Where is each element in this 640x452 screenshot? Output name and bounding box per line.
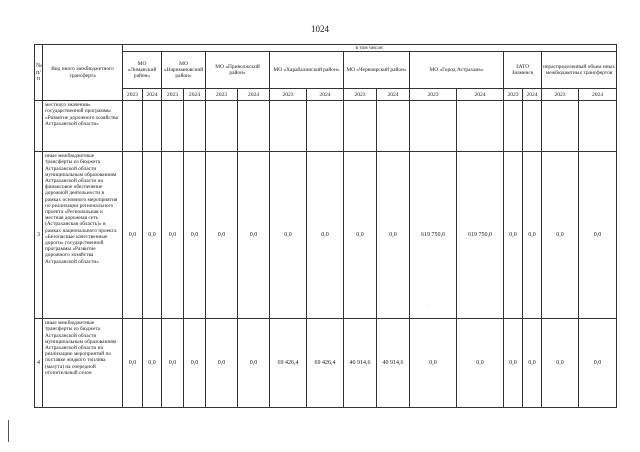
- value-cell: 0,0: [542, 152, 579, 319]
- value-cell: 0,0: [206, 319, 238, 408]
- value-cell: [206, 101, 238, 152]
- value-cell: 0,0: [523, 319, 542, 408]
- year-header: 2023: [504, 89, 523, 101]
- year-header: 2024: [184, 89, 206, 101]
- value-cell: [123, 101, 143, 152]
- value-cell: 69 426,4: [307, 319, 344, 408]
- value-cell: 0,0: [143, 319, 162, 408]
- value-cell: 0,0: [162, 152, 184, 319]
- value-cell: 0,0: [123, 319, 143, 408]
- year-header: 2024: [457, 89, 504, 101]
- value-cell: [523, 101, 542, 152]
- table-row: [35, 319, 617, 408]
- table-body: [35, 101, 617, 408]
- district-column-header: МО «Харабалинский район»: [270, 52, 344, 89]
- year-header: 2023: [123, 89, 143, 101]
- value-cell: 0,0: [344, 152, 377, 319]
- value-cell: 69 426,4: [270, 319, 307, 408]
- value-cell: [542, 101, 579, 152]
- value-cell: [270, 101, 307, 152]
- district-column-header: ЗАТО Знаменск: [504, 52, 542, 89]
- value-cell: [143, 101, 162, 152]
- district-column-header: МО «Приволжский район»: [206, 52, 270, 89]
- value-cell: [344, 101, 377, 152]
- page-number: 1024: [311, 24, 329, 34]
- value-cell: 0,0: [523, 152, 542, 319]
- year-header: 2023: [206, 89, 238, 101]
- value-cell: 0,0: [579, 319, 617, 408]
- district-column-header: МО «Лиманский район»: [123, 52, 162, 89]
- transfers-table: [34, 44, 617, 408]
- value-cell: 0,0: [307, 152, 344, 319]
- scan-edge-mark: [8, 420, 9, 442]
- year-header: 2024: [143, 89, 162, 101]
- value-cell: 0,0: [410, 319, 457, 408]
- year-header: 2023: [542, 89, 579, 101]
- year-header: 2023: [162, 89, 184, 101]
- row-number: 4: [35, 319, 43, 408]
- year-header: 2024: [579, 89, 617, 101]
- value-cell: [184, 101, 206, 152]
- value-cell: 0,0: [504, 319, 523, 408]
- transfer-description: иные межбюджетные трансферты из бюджета Астраханской области муниципальным образованиям Астраханской области на финансовое обеспечение дорожной деятельности в рамках основного мероприятия по реализации регионального проекта «Региональная и местная дорожная сеть (Астраханская область)» в рамках национального проекта «Безопасные качественные дороги» государственной программы «Развитие дорожного хозяйства Астраханской области»: [43, 152, 123, 319]
- row-number: [35, 101, 43, 152]
- value-cell: [457, 101, 504, 152]
- columns-header-row: [35, 52, 617, 89]
- value-cell: [307, 101, 344, 152]
- district-column-header: МО «Наримановский район»: [162, 52, 206, 89]
- value-cell: [504, 101, 523, 152]
- value-cell: 40 914,6: [377, 319, 410, 408]
- value-cell: 0,0: [143, 152, 162, 319]
- table-row: [35, 101, 617, 152]
- district-column-header: МО «Город Астрахань»: [410, 52, 504, 89]
- value-cell: 0,0: [184, 152, 206, 319]
- value-cell: 0,0: [542, 319, 579, 408]
- row-number: 3: [35, 152, 43, 319]
- year-header: 2024: [307, 89, 344, 101]
- scan-mark: ·: [428, 304, 430, 310]
- transfers-table-wrapper: [34, 44, 617, 408]
- value-cell: 619 750,0: [410, 152, 457, 319]
- value-cell: [377, 101, 410, 152]
- transfer-description: местного значения» государственной программы «Развитие дорожного хозяйства Астраханской области»: [43, 101, 123, 152]
- value-cell: 0,0: [206, 152, 238, 319]
- value-cell: 0,0: [457, 319, 504, 408]
- value-cell: 0,0: [238, 152, 270, 319]
- year-header: 2023: [344, 89, 377, 101]
- value-cell: 0,0: [123, 152, 143, 319]
- value-cell: 0,0: [162, 319, 184, 408]
- transfer-description: иные межбюджетные трансферты из бюджета Астраханской области муниципальным образованиям Астраханской области на реализацию мероприятий по поставке жидкого топлива (мазута) на очередной отопительный сезон: [43, 319, 123, 408]
- rownum-header: № п/п: [35, 45, 43, 101]
- year-header: 2024: [523, 89, 542, 101]
- value-cell: 0,0: [238, 319, 270, 408]
- value-cell: [579, 101, 617, 152]
- value-cell: 40 914,6: [344, 319, 377, 408]
- value-cell: 619 750,0: [457, 152, 504, 319]
- value-cell: 0,0: [270, 152, 307, 319]
- group-header: в том числе:: [123, 45, 617, 52]
- year-header: 2023: [270, 89, 307, 101]
- transfer-type-header: Вид иного межбюджетного трансферта: [43, 45, 123, 101]
- value-cell: 0,0: [504, 152, 523, 319]
- value-cell: [238, 101, 270, 152]
- value-cell: 0,0: [184, 319, 206, 408]
- value-cell: [162, 101, 184, 152]
- year-header: 2024: [377, 89, 410, 101]
- years-header-row: [35, 89, 617, 101]
- district-column-header: нераспределенный объем иных межбюджетных трансфертов: [542, 52, 617, 89]
- value-cell: 0,0: [377, 152, 410, 319]
- year-header: 2023: [410, 89, 457, 101]
- table-row: [35, 152, 617, 319]
- district-column-header: МО «Черноярский район»: [344, 52, 410, 89]
- value-cell: [410, 101, 457, 152]
- value-cell: 0,0: [579, 152, 617, 319]
- year-header: 2024: [238, 89, 270, 101]
